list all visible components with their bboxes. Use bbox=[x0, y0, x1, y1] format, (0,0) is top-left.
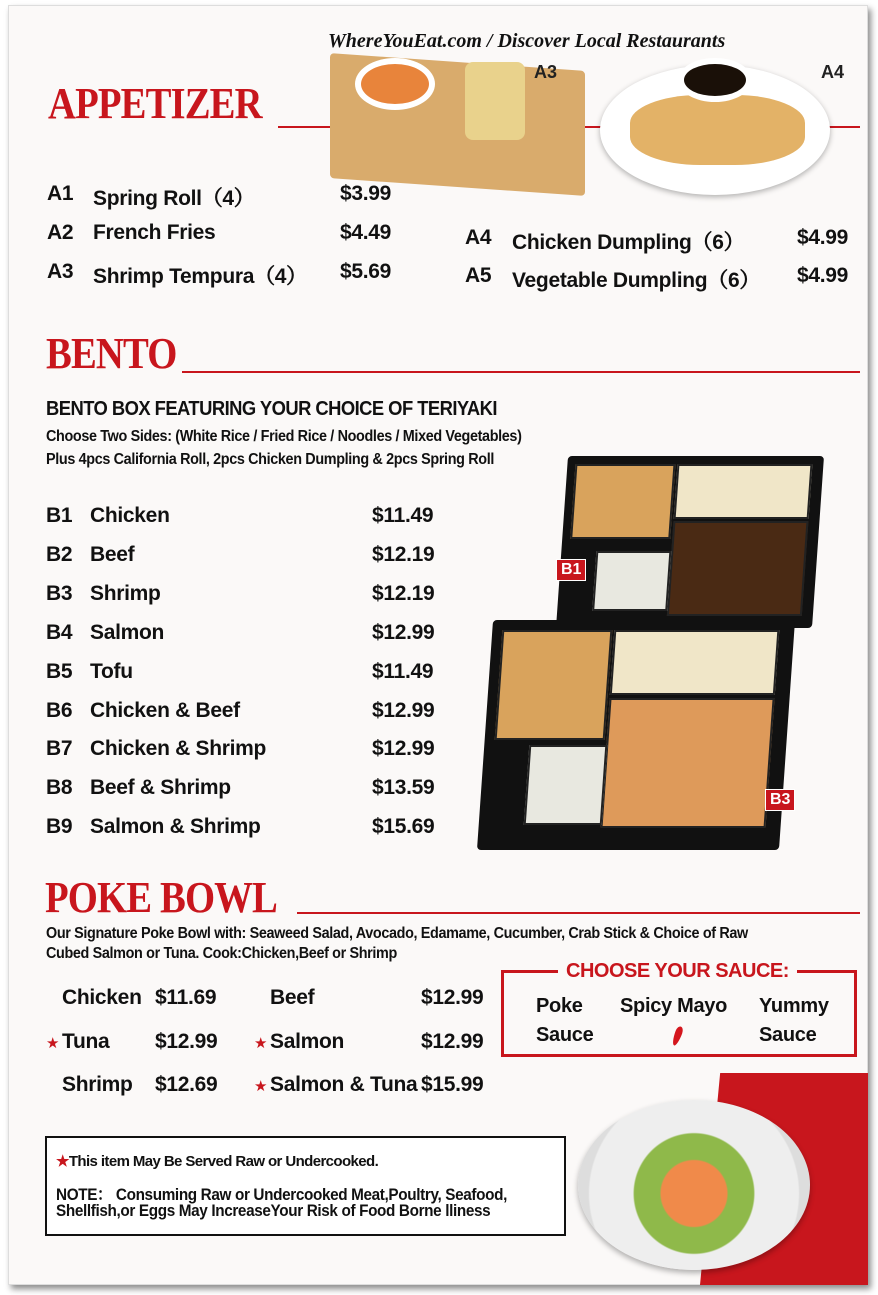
item-code: A1 bbox=[47, 182, 74, 205]
raw-star-icon: ★ bbox=[254, 1078, 268, 1095]
bento-sides: Choose Two Sides: (White Rice / Fried Rice / Noodles / Mixed Vegetables) bbox=[46, 428, 522, 445]
item-name: French Fries bbox=[93, 221, 216, 244]
item-name: Chicken & Shrimp bbox=[90, 737, 267, 761]
item-code: B2 bbox=[46, 542, 73, 566]
item-code: B8 bbox=[46, 776, 73, 800]
photo-label-b1: B1 bbox=[556, 559, 586, 581]
photo-label-a4: A4 bbox=[821, 62, 845, 82]
item-price: $12.99 bbox=[372, 620, 435, 644]
soy-dish bbox=[678, 58, 752, 102]
poke-item-name: Salmon & Tuna bbox=[270, 1073, 418, 1096]
item-code: B7 bbox=[46, 737, 73, 761]
poke-item-name: Salmon bbox=[270, 1029, 345, 1053]
poke-item-price: $15.99 bbox=[421, 1073, 484, 1096]
item-code: A5 bbox=[465, 264, 492, 287]
poke-bowl-photo bbox=[578, 1100, 810, 1270]
item-code: B6 bbox=[46, 698, 73, 722]
item-code: A3 bbox=[47, 260, 74, 283]
item-code: B5 bbox=[46, 659, 73, 683]
item-code: A4 bbox=[465, 226, 492, 249]
item-code: B4 bbox=[46, 620, 73, 644]
item-name: Shrimp bbox=[90, 581, 161, 605]
item-name: Tofu bbox=[90, 659, 133, 683]
item-price: $4.99 bbox=[797, 226, 849, 249]
sauce-option: Yummy bbox=[759, 995, 829, 1017]
spring-rolls bbox=[465, 62, 525, 140]
item-name: Chicken bbox=[90, 504, 170, 527]
dumplings bbox=[630, 95, 805, 165]
item-price: $12.19 bbox=[372, 581, 435, 605]
item-price: $3.99 bbox=[340, 182, 392, 205]
sauce-dish bbox=[355, 58, 435, 110]
watermark: WhereYouEat.com / Discover Local Restaurants bbox=[328, 30, 726, 52]
item-name: Shrimp Tempura（4） bbox=[93, 265, 307, 288]
sauce-option-line2: Sauce bbox=[536, 1024, 594, 1046]
item-name: Spring Roll（4） bbox=[93, 187, 255, 210]
raw-star-icon: ★ bbox=[46, 1034, 60, 1052]
bento-b1-photo bbox=[556, 456, 824, 628]
poke-item-price: $11.69 bbox=[155, 986, 217, 1009]
photo-label-b3: B3 bbox=[765, 789, 795, 811]
poke-item-name: Shrimp bbox=[62, 1073, 133, 1096]
item-code: B1 bbox=[46, 504, 73, 527]
poke-desc: Our Signature Poke Bowl with: Seaweed Salad, Avocado, Edamame, Cucumber, Crab Stick & Choice of Raw bbox=[46, 925, 748, 942]
item-code: B3 bbox=[46, 581, 73, 605]
sauce-title: CHOOSE YOUR SAUCE: bbox=[558, 960, 797, 983]
item-code: A2 bbox=[47, 221, 74, 244]
item-name: Beef & Shrimp bbox=[90, 776, 231, 800]
poke-item-name: Tuna bbox=[62, 1029, 110, 1053]
raw-warning-text: This item May Be Served Raw or Undercooked. bbox=[68, 1153, 379, 1170]
bento-includes: Plus 4pcs California Roll, 2pcs Chicken Dumpling & 2pcs Spring Roll bbox=[46, 451, 494, 468]
note-line-2: Shellfish,or Eggs May IncreaseYour Risk of Food Borne lliness bbox=[56, 1201, 491, 1220]
item-price: $11.49 bbox=[372, 659, 434, 683]
raw-star-icon: ★ bbox=[254, 1034, 268, 1052]
item-price: $12.99 bbox=[372, 698, 435, 722]
appetizer-heading: APPETIZER bbox=[48, 79, 262, 128]
sauce-option-line2: Sauce bbox=[759, 1024, 817, 1046]
sauce-option: Spicy Mayo bbox=[620, 995, 728, 1017]
poke-item-price: $12.99 bbox=[421, 986, 484, 1009]
item-name: Chicken & Beef bbox=[90, 698, 240, 722]
item-price: $13.59 bbox=[372, 776, 435, 800]
item-name: Salmon & Shrimp bbox=[90, 815, 261, 839]
item-price: $15.69 bbox=[372, 815, 435, 839]
note-line-1: NOTE： Consuming Raw or Undercooked Meat,Poultry, Seafood, bbox=[56, 1185, 507, 1204]
item-name: Beef bbox=[90, 542, 135, 566]
item-name: Salmon bbox=[90, 620, 165, 644]
item-code: B9 bbox=[46, 815, 73, 839]
poke-item-price: $12.99 bbox=[155, 1029, 218, 1053]
poke-item-name: Chicken bbox=[62, 986, 142, 1009]
item-price: $12.19 bbox=[372, 542, 435, 566]
divider bbox=[182, 371, 860, 373]
item-price: $11.49 bbox=[372, 504, 434, 527]
poke-item-price: $12.69 bbox=[155, 1073, 218, 1096]
bento-heading: BENTO bbox=[46, 329, 177, 378]
item-name: Vegetable Dumpling（6） bbox=[512, 269, 761, 292]
item-price: $4.49 bbox=[340, 221, 392, 244]
photo-label-a3: A3 bbox=[534, 62, 558, 82]
poke-desc-2: Cubed Salmon or Tuna. Cook:Chicken,Beef or Shrimp bbox=[46, 945, 397, 962]
poke-item-price: $12.99 bbox=[421, 1029, 484, 1053]
item-price: $4.99 bbox=[797, 264, 849, 287]
item-name: Chicken Dumpling（6） bbox=[512, 231, 745, 254]
bento-subtitle: BENTO BOX FEATURING YOUR CHOICE OF TERIYAKI bbox=[46, 398, 497, 420]
poke-heading: POKE BOWL bbox=[45, 873, 277, 922]
divider bbox=[297, 912, 860, 914]
star-icon: ★ bbox=[56, 1153, 69, 1170]
sauce-option: Poke bbox=[536, 995, 583, 1017]
item-price: $5.69 bbox=[340, 260, 392, 283]
raw-warning bbox=[56, 1152, 378, 1170]
bento-b3-photo bbox=[477, 620, 795, 850]
item-price: $12.99 bbox=[372, 737, 435, 761]
poke-item-name: Beef bbox=[270, 986, 315, 1009]
